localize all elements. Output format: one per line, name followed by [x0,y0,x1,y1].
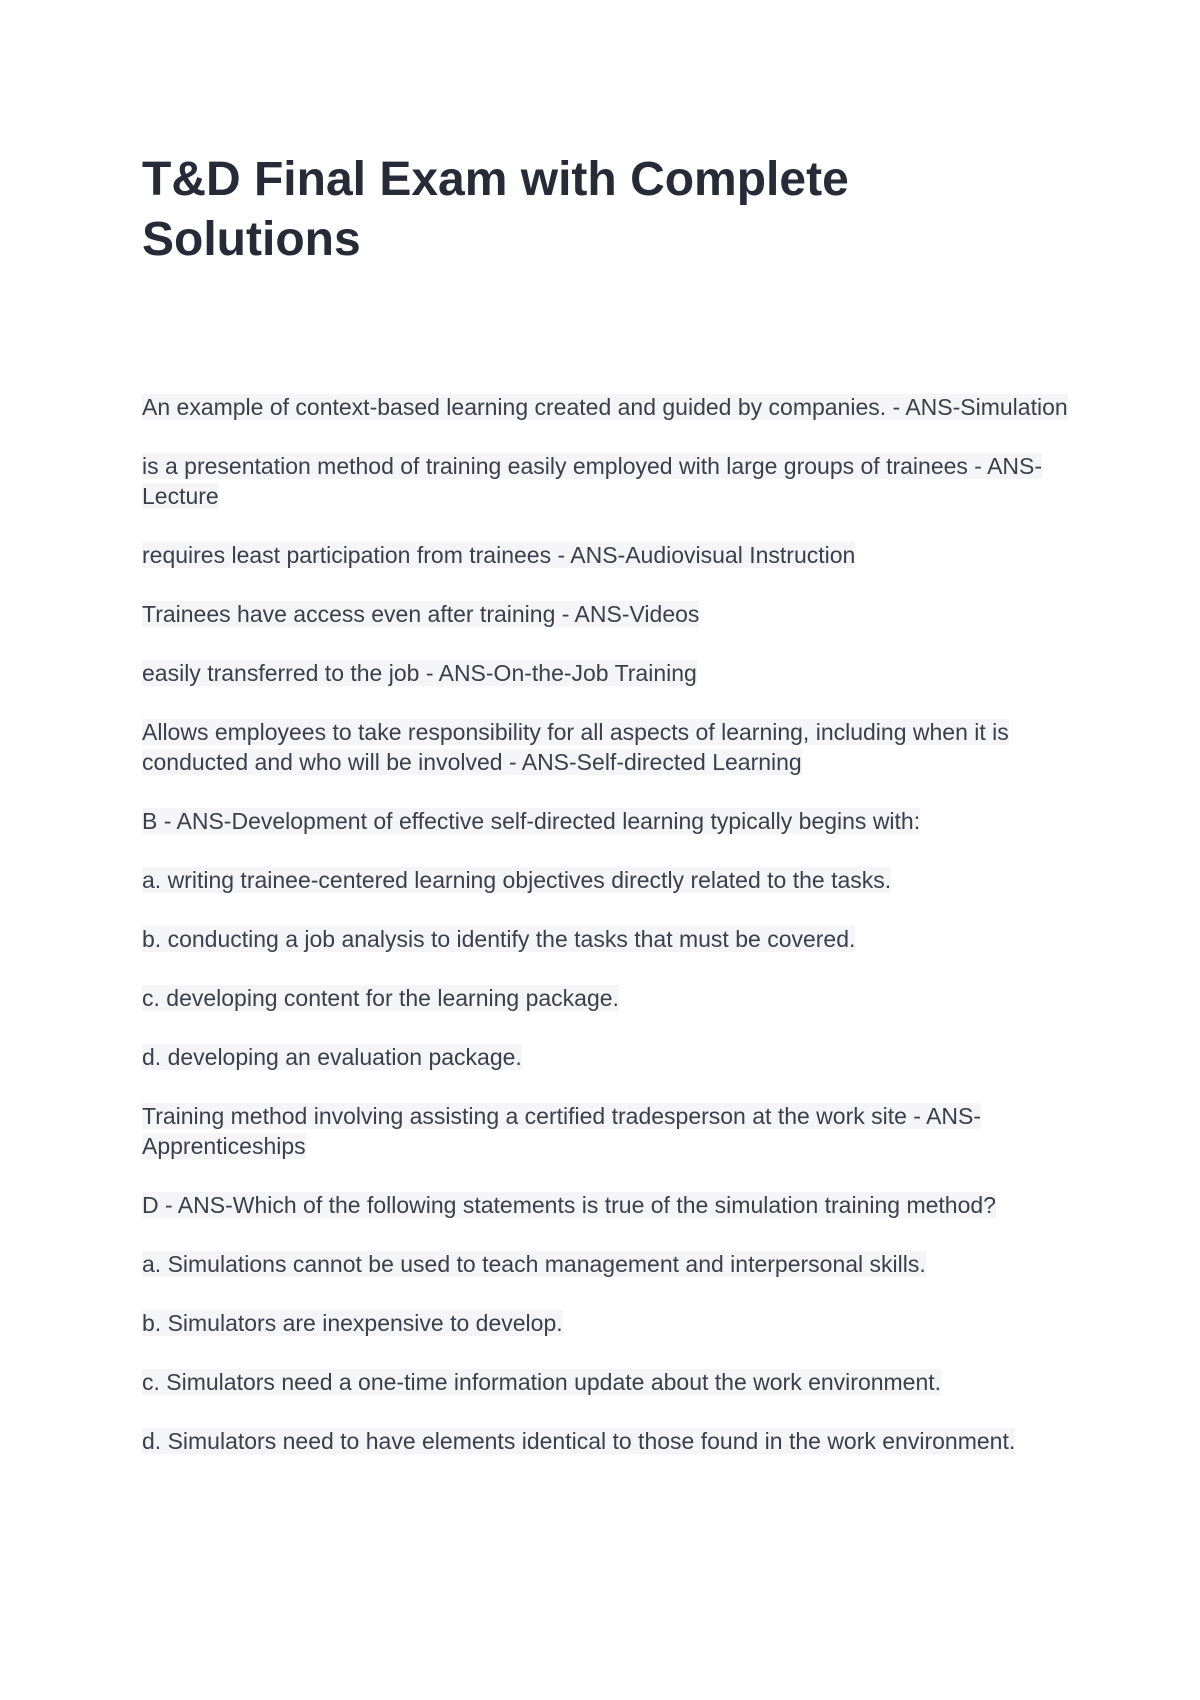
qa-text: c. developing content for the learning package. [142,985,619,1011]
qa-text: d. developing an evaluation package. [142,1044,522,1070]
qa-text: B - ANS-Development of effective self-directed learning typically begins with: [142,808,921,834]
qa-option [142,1042,1072,1072]
qa-text: Trainees have access even after training - ANS-Videos [142,601,700,627]
qa-text: easily transferred to the job - ANS-On-the-Job Training [142,660,697,686]
qa-text: b. Simulators are inexpensive to develop. [142,1310,563,1336]
qa-text: c. Simulators need a one-time information update about the work environment. [142,1369,942,1395]
qa-text: b. conducting a job analysis to identify the tasks that must be covered. [142,926,856,952]
qa-option [142,924,1072,954]
qa-item [142,599,1072,629]
qa-text: D - ANS-Which of the following statements is true of the simulation training method? [142,1192,996,1218]
qa-option [142,1426,1072,1456]
qa-text: a. writing trainee-centered learning objectives directly related to the tasks. [142,867,892,893]
qa-item [142,451,1072,511]
qa-item [142,392,1072,422]
qa-text: is a presentation method of training easily employed with large groups of trainees - ANS-Lecture [142,453,1043,509]
qa-item [142,717,1072,777]
qa-text: d. Simulators need to have elements identical to those found in the work environment. [142,1428,1016,1454]
qa-option [142,1308,1072,1338]
qa-option [142,865,1072,895]
document-title: T&D Final Exam with Complete Solutions [142,153,849,266]
qa-item [142,806,1072,836]
qa-option [142,1249,1072,1279]
qa-item [142,540,1072,570]
qa-item [142,658,1072,688]
document-page [142,150,1072,1454]
qa-item [142,1101,1072,1161]
qa-item [142,1190,1072,1220]
qa-text: Allows employees to take responsibility for all aspects of learning, including when it is conducted and who will be involved - ANS-Self-directed Learning [142,719,1009,775]
qa-option [142,983,1072,1013]
qa-list [142,392,1072,1485]
qa-text: Training method involving assisting a certified tradesperson at the work site - ANS-Apprenticeships [142,1103,982,1159]
qa-text: An example of context-based learning created and guided by companies. - ANS-Simulation [142,394,1068,420]
qa-option [142,1367,1072,1397]
qa-text: requires least participation from trainees - ANS-Audiovisual Instruction [142,542,856,568]
qa-text: a. Simulations cannot be used to teach management and interpersonal skills. [142,1251,926,1277]
